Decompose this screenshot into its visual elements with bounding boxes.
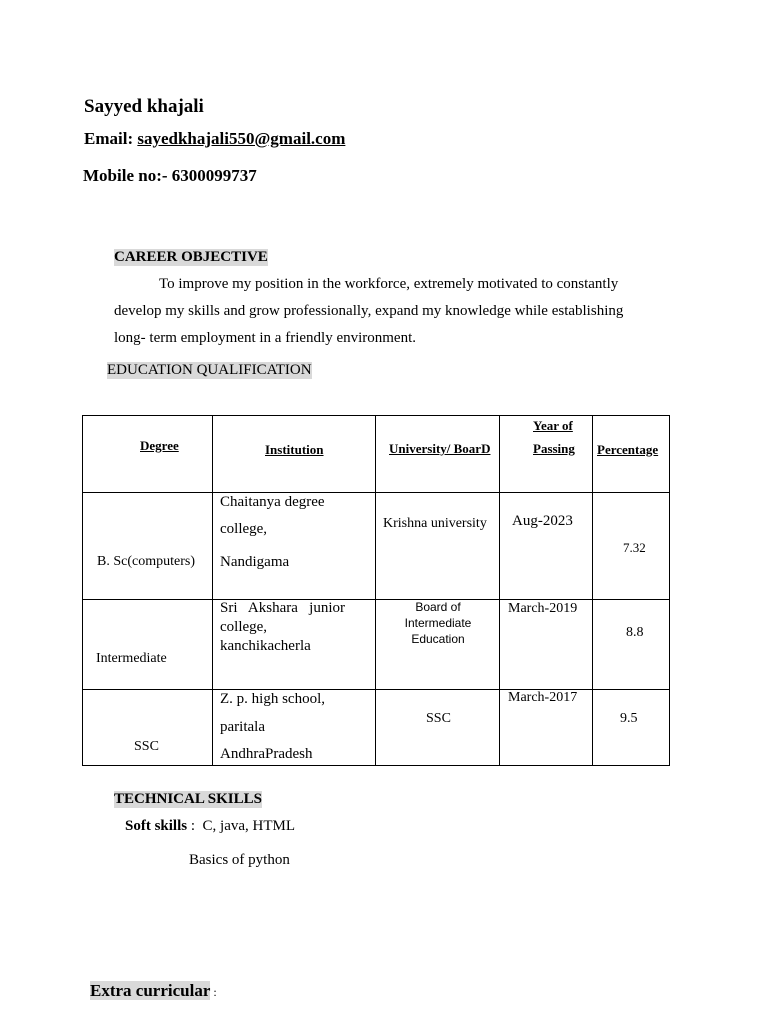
percentage-cell: 7.32 [593,493,670,600]
soft-skills-label: Soft skills [125,818,188,834]
header-cell-year: Year of Passing [500,416,593,493]
year-cell: Aug-2023 [500,493,593,600]
board-cell: Board of Intermediate Education [376,600,500,690]
soft-skills-separator: : [187,818,203,834]
python-skill: Basics of python [189,852,290,868]
year-cell: March-2019 [500,600,593,690]
percentage-cell: 8.8 [593,600,670,690]
candidate-name: Sayyed khajali [84,96,204,117]
soft-skills-line [125,818,295,835]
extra-curricular-line [90,981,217,1001]
header-cell-degree: Degree [83,416,213,493]
table-row [83,690,670,766]
degree-cell: B. Sc(computers) [83,493,213,600]
year-cell: March-2017 [500,690,593,766]
education-heading: EDUCATION QUALIFICATION [107,362,312,378]
header-cell-institution: Institution [213,416,376,493]
career-objective-body: To improve my position in the workforce, extremely motivated to constantly develop my skills and grow professionally, expand my knowledge while establishing long- term employment in a friendly environment. [114,276,624,346]
mobile-number: Mobile no:- 6300099737 [83,166,257,185]
email-label: Email: [84,129,138,148]
degree-cell: SSC [83,690,213,766]
header-cell-percentage: Percentage [593,416,670,493]
technical-skills-heading: TECHNICAL SKILLS [114,791,262,807]
email-address-link[interactable]: sayedkhajali550@gmail.com [137,129,346,148]
extra-curricular-heading: Extra curricular [90,981,211,1000]
board-cell: SSC [376,690,500,766]
email-line [84,129,345,149]
extra-curricular-colon: : [210,985,217,999]
degree-cell: Intermediate [83,600,213,690]
table-header-row [83,416,670,493]
career-objective-text [114,271,654,352]
institution-cell: Sri Akshara junior college, kanchikacherla [213,600,376,690]
board-cell: Krishna university [376,493,500,600]
soft-skills-value: C, java, HTML [202,818,296,834]
institution-cell: Chaitanya degree college, Nandigama [213,493,376,600]
institution-cell: Z. p. high school, paritala AndhraPradesh [213,690,376,766]
table-row [83,493,670,600]
percentage-cell: 9.5 [593,690,670,766]
header-cell-board: University/ BoarD [376,416,500,493]
career-objective-heading: CAREER OBJECTIVE [114,249,268,265]
education-table [82,415,670,766]
table-row [83,600,670,690]
